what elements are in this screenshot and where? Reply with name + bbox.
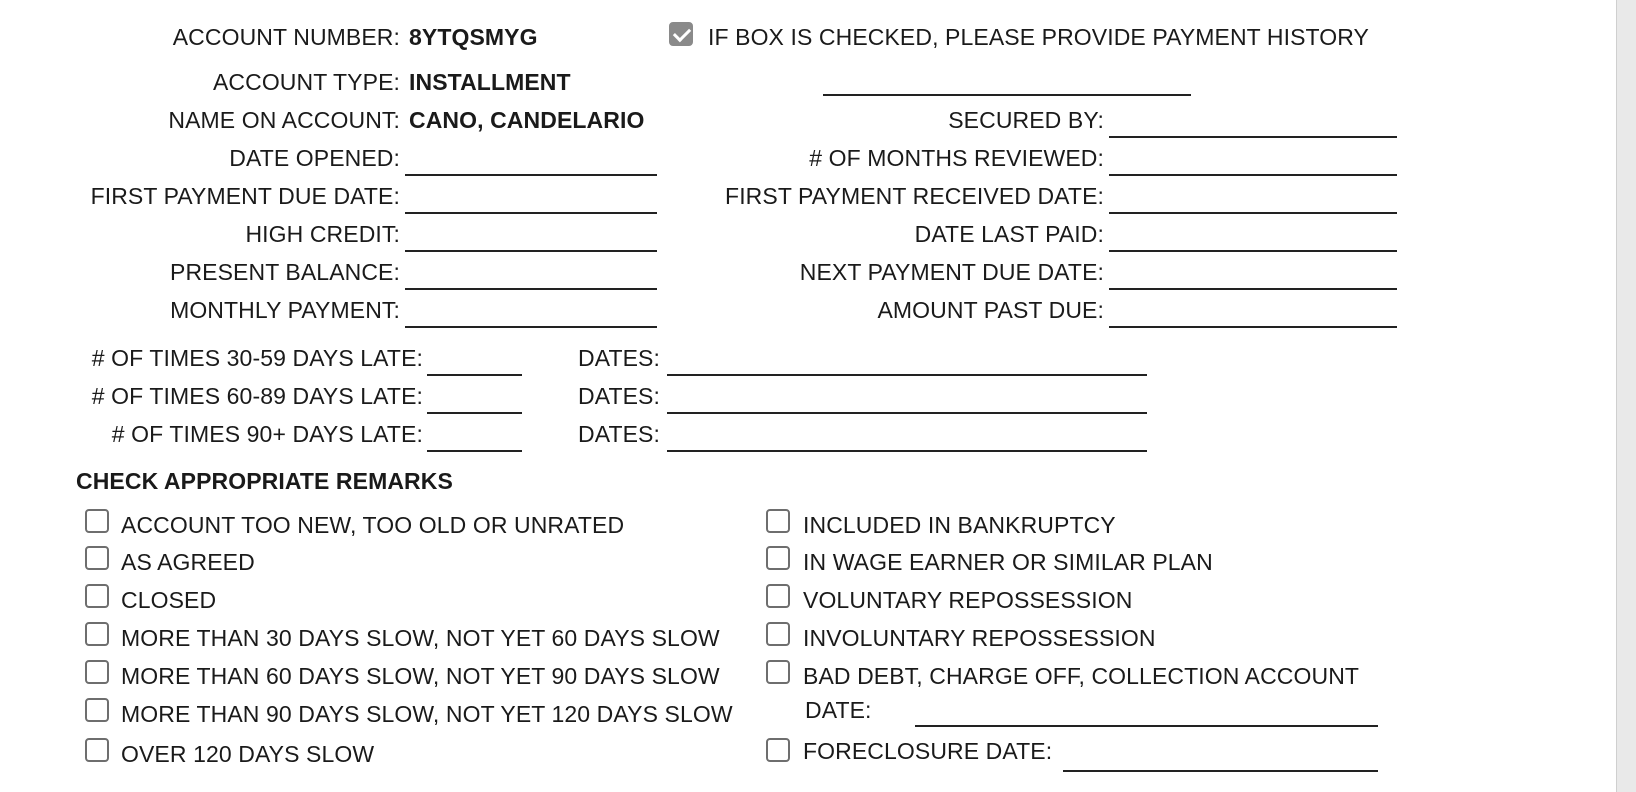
remark-checkbox-90-days[interactable]	[85, 698, 109, 722]
remark-label-closed: CLOSED	[121, 587, 217, 613]
months-reviewed-field[interactable]	[1109, 174, 1397, 176]
foreclosure-date-label: FORECLOSURE DATE:	[803, 738, 1053, 764]
bad-debt-date-label: DATE:	[805, 697, 872, 723]
account-number-label: ACCOUNT NUMBER:	[172, 24, 400, 50]
first-payment-received-date-label: FIRST PAYMENT RECEIVED DATE:	[725, 183, 1104, 209]
monthly-payment-field[interactable]	[405, 326, 657, 328]
late-60-89-dates-field[interactable]	[667, 412, 1147, 414]
first-payment-due-date-field[interactable]	[405, 212, 657, 214]
remark-checkbox-involuntary-repo[interactable]	[766, 622, 790, 646]
late-30-59-dates-label: DATES:	[578, 345, 660, 371]
high-credit-field[interactable]	[405, 250, 657, 252]
late-90-plus-label: # OF TIMES 90+ DAYS LATE:	[111, 421, 423, 447]
foreclosure-date-field[interactable]	[1063, 770, 1378, 772]
remark-label-bankruptcy: INCLUDED IN BANKRUPTCY	[803, 512, 1116, 538]
remark-label-30-days: MORE THAN 30 DAYS SLOW, NOT YET 60 DAYS SLOW	[121, 625, 720, 651]
remark-checkbox-foreclosure[interactable]	[766, 738, 790, 762]
remark-checkbox-unrated[interactable]	[85, 509, 109, 533]
amount-past-due-field[interactable]	[1109, 326, 1397, 328]
late-60-89-label: # OF TIMES 60-89 DAYS LATE:	[91, 383, 423, 409]
late-90-plus-dates-field[interactable]	[667, 450, 1147, 452]
remark-checkbox-closed[interactable]	[85, 584, 109, 608]
first-payment-received-date-field[interactable]	[1109, 212, 1397, 214]
remark-label-involuntary-repo: INVOLUNTARY REPOSSESSION	[803, 625, 1156, 651]
bad-debt-date-field[interactable]	[915, 725, 1378, 727]
payment-history-line[interactable]	[823, 94, 1191, 96]
late-90-plus-dates-label: DATES:	[578, 421, 660, 447]
late-90-plus-count-field[interactable]	[427, 450, 522, 452]
remark-checkbox-wage-earner[interactable]	[766, 546, 790, 570]
remark-checkbox-120-days[interactable]	[85, 738, 109, 762]
name-on-account-value: CANO, CANDELARIO	[409, 107, 645, 133]
late-60-89-dates-label: DATES:	[578, 383, 660, 409]
remark-label-wage-earner: IN WAGE EARNER OR SIMILAR PLAN	[803, 549, 1213, 575]
secured-by-label: SECURED BY:	[948, 107, 1104, 133]
next-payment-due-date-field[interactable]	[1109, 288, 1397, 290]
date-last-paid-label: DATE LAST PAID:	[914, 221, 1104, 247]
date-last-paid-field[interactable]	[1109, 250, 1397, 252]
remark-checkbox-voluntary-repo[interactable]	[766, 584, 790, 608]
remark-label-bad-debt: BAD DEBT, CHARGE OFF, COLLECTION ACCOUNT	[803, 663, 1360, 689]
remarks-heading: CHECK APPROPRIATE REMARKS	[76, 468, 453, 494]
remark-checkbox-bankruptcy[interactable]	[766, 509, 790, 533]
remark-checkbox-bad-debt[interactable]	[766, 660, 790, 684]
monthly-payment-label: MONTHLY PAYMENT:	[170, 297, 400, 323]
account-number-value: 8YTQSMYG	[409, 24, 538, 50]
late-60-89-count-field[interactable]	[427, 412, 522, 414]
late-30-59-label: # OF TIMES 30-59 DAYS LATE:	[91, 345, 423, 371]
date-opened-field[interactable]	[405, 174, 657, 176]
present-balance-label: PRESENT BALANCE:	[170, 259, 400, 285]
remark-label-unrated: ACCOUNT TOO NEW, TOO OLD OR UNRATED	[121, 512, 625, 538]
remark-checkbox-as-agreed[interactable]	[85, 546, 109, 570]
remark-checkbox-30-days[interactable]	[85, 622, 109, 646]
amount-past-due-label: AMOUNT PAST DUE:	[877, 297, 1104, 323]
remark-label-60-days: MORE THAN 60 DAYS SLOW, NOT YET 90 DAYS SLOW	[121, 663, 720, 689]
months-reviewed-label: # OF MONTHS REVIEWED:	[809, 145, 1104, 171]
vertical-scrollbar[interactable]	[1617, 0, 1636, 792]
account-type-label: ACCOUNT TYPE:	[212, 69, 400, 95]
payment-history-label: IF BOX IS CHECKED, PLEASE PROVIDE PAYMENT HISTORY	[708, 24, 1369, 50]
name-on-account-label: NAME ON ACCOUNT:	[168, 107, 400, 133]
remark-checkbox-60-days[interactable]	[85, 660, 109, 684]
account-type-value: INSTALLMENT	[409, 69, 571, 95]
remark-label-voluntary-repo: VOLUNTARY REPOSSESSION	[803, 587, 1133, 613]
secured-by-field[interactable]	[1109, 136, 1397, 138]
remark-label-90-days: MORE THAN 90 DAYS SLOW, NOT YET 120 DAYS SLOW	[121, 701, 733, 727]
present-balance-field[interactable]	[405, 288, 657, 290]
first-payment-due-date-label: FIRST PAYMENT DUE DATE:	[90, 183, 400, 209]
high-credit-label: HIGH CREDIT:	[245, 221, 400, 247]
date-opened-label: DATE OPENED:	[229, 145, 400, 171]
remark-label-120-days: OVER 120 DAYS SLOW	[121, 741, 375, 767]
next-payment-due-date-label: NEXT PAYMENT DUE DATE:	[799, 259, 1104, 285]
remark-label-as-agreed: AS AGREED	[121, 549, 255, 575]
late-30-59-count-field[interactable]	[427, 374, 522, 376]
late-30-59-dates-field[interactable]	[667, 374, 1147, 376]
payment-history-checkbox[interactable]	[669, 22, 693, 46]
